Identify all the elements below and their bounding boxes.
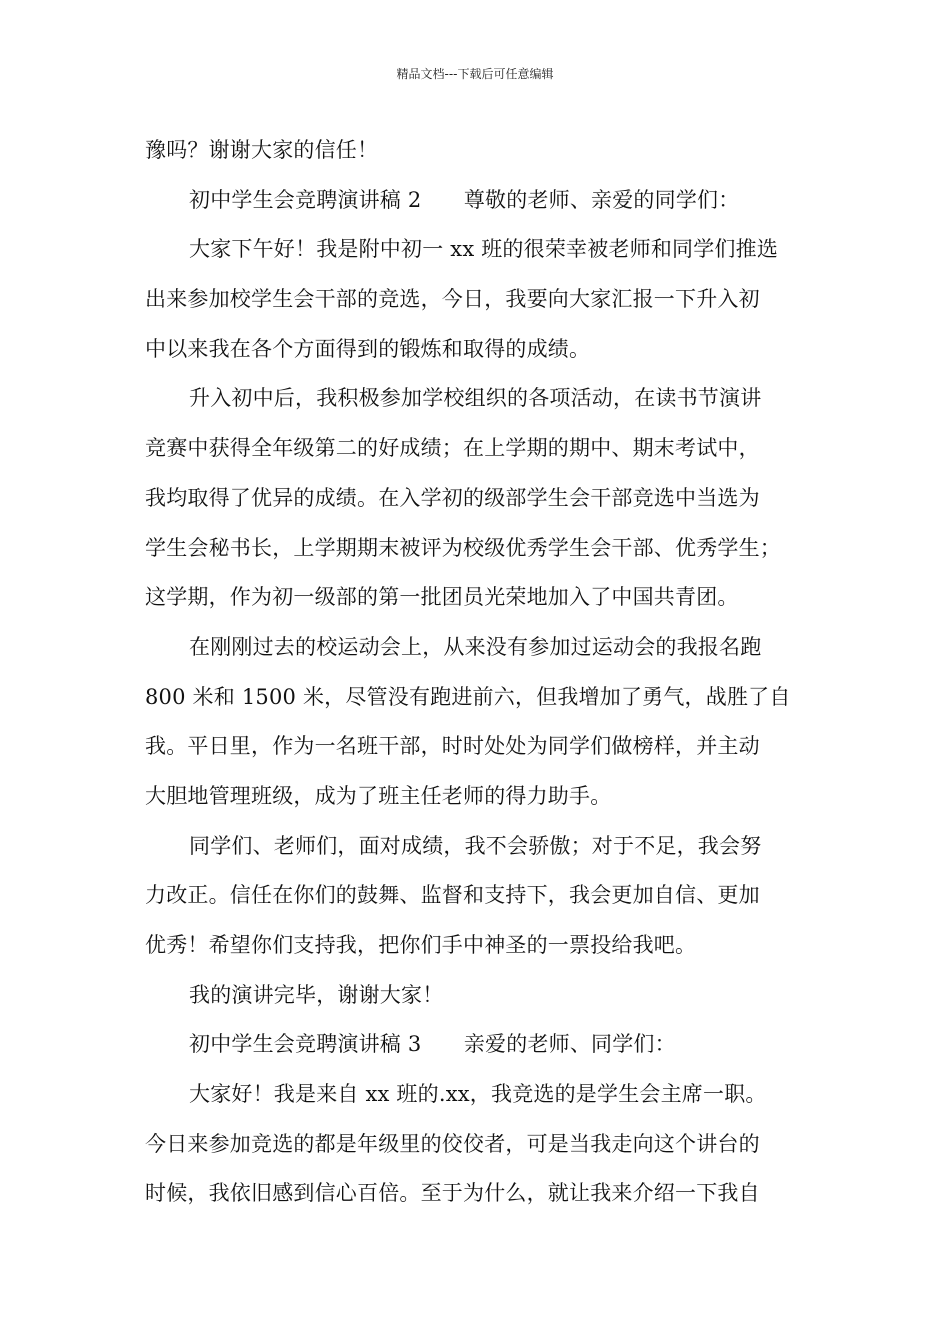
text-line: 优秀！希望你们支持我，把你们手中神圣的一票投给我吧。 <box>145 933 697 957</box>
text-line: 在刚刚过去的校运动会上，从来没有参加过运动会的我报名跑 <box>189 634 762 659</box>
text-line: 时候，我依旧感到信心百倍。至于为什么，就让我来介绍一下我自 <box>145 1181 760 1206</box>
text-line: 这学期，作为初一级部的第一批团员光荣地加入了中国共青团。 <box>145 585 739 610</box>
text-line: 初中学生会竞聘演讲稿 2 尊敬的老师、亲爱的同学们： <box>189 187 740 212</box>
text-line: 我的演讲完毕，谢谢大家！ <box>189 982 444 1007</box>
text-line: 我均取得了优异的成绩。在入学初的级部学生会干部竞选中当选为 <box>145 485 760 510</box>
text-line: 升入初中后，我积极参加学校组织的各项活动，在读书节演讲 <box>189 386 762 411</box>
text-line: 竞赛中获得全年级第二的好成绩；在上学期的期中、期末考试中， <box>145 436 760 461</box>
text-line: 力改正。信任在你们的鼓舞、监督和支持下，我会更加自信、更加 <box>145 883 760 908</box>
text-line: 大胆地管理班级，成为了班主任老师的得力助手。 <box>145 783 612 808</box>
document-body <box>145 126 815 1219</box>
text-line: 出来参加校学生会干部的竞选，今日，我要向大家汇报一下升入初 <box>145 287 760 312</box>
text-line: 800 米和 1500 米，尽管没有跑进前六，但我增加了勇气，战胜了自 <box>145 684 791 709</box>
text-line: 大家下午好！我是附中初一 xx 班的很荣幸被老师和同学们推选 <box>189 237 779 262</box>
text-line: 同学们、老师们，面对成绩，我不会骄傲；对于不足，我会努 <box>189 833 762 858</box>
text-line: 我。平日里，作为一名班干部，时时处处为同学们做榜样，并主动 <box>145 734 760 759</box>
page-header: 精品文档---下载后可任意编辑 <box>396 67 554 81</box>
text-line: 大家好！我是来自 xx 班的.xx，我竞选的是学生会主席一职。 <box>189 1082 767 1107</box>
text-line: 豫吗？谢谢大家的信任！ <box>145 138 379 162</box>
text-line: 今日来参加竞选的都是年级里的佼佼者，可是当我走向这个讲台的 <box>145 1131 760 1156</box>
text-line: 中以来我在各个方面得到的锻炼和取得的成绩。 <box>145 336 591 361</box>
text-line: 学生会秘书长，上学期期末被评为校级优秀学生会干部、优秀学生； <box>145 535 781 560</box>
text-line: 初中学生会竞聘演讲稿 3 亲爱的老师、同学们： <box>189 1032 676 1057</box>
